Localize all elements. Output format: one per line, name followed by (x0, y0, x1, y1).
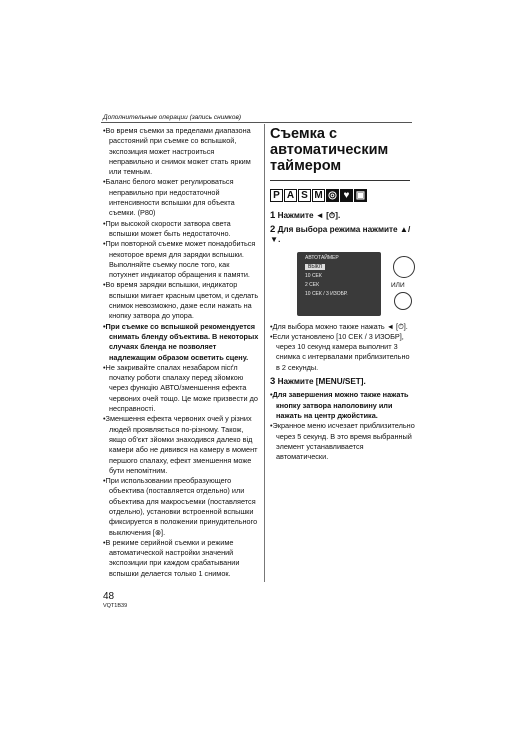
scene-mode-icon: ◎ (326, 189, 339, 202)
mode-m-icon: M (312, 189, 325, 202)
step-3: 3 Нажмите [MENU/SET]. (270, 375, 366, 387)
step2-note: •Если установлено [10 СЕК / 3 ИЗОБР], через 10 секунд камера выполнит 3 снимка с интервалами приблизительно в 2 секунды. (270, 331, 410, 372)
document-code: VQT1B39 (103, 603, 128, 609)
note-item: •Зменшення ефекта червоних очей у різних людей проявляється по-різному. Також, якщо об'єкт зйомки знаходився далеко від камери або не дивився на камеру в момент першого спалаху, ефект зменшення може бути непомітним. (103, 414, 258, 475)
column-divider (264, 124, 265, 582)
mode-a-icon: A (284, 189, 297, 202)
note-item: •При съемке со вспышкой рекомендуется снимать бленду объектива. В некоторых случаях бленда не позволяет надлежащим образом осветить сцену. (103, 321, 259, 362)
note-item: •Баланс белого может регулироваться неправильно при недостаточной интенсивности вспышки для объекта съемки. (P80) (103, 177, 235, 218)
lcd-menu (297, 252, 381, 316)
lcd-menu-item: 2 СЕК (305, 281, 320, 288)
left-column (103, 126, 259, 579)
mode-s-icon: S (298, 189, 311, 202)
motion-mode-icon: ▣ (355, 190, 366, 201)
lcd-menu-title: АВТОТАЙМЕР (305, 254, 339, 261)
lcd-menu-item: ВЫКЛ (305, 264, 325, 271)
lcd-menu-item: 10 СЕК (305, 272, 322, 279)
cursor-pad-icon (393, 256, 415, 278)
note-item: •При высокой скорости затвора света вспышки может быть недостаточно. (103, 218, 231, 238)
lcd-menu-item: 10 СЕК / 3 ИЗОБР. (305, 290, 348, 297)
note-item: •При использовании преобразующего объектива (поставляется отдельно) или объектива для макросъемки (поставляется отдельно), установки встроенной вспышки фиксируется в положении принудительного выключения [⊗]. (103, 476, 258, 537)
step2-note: •Для выбора можно также нажать ◄ [⏱]. (270, 321, 408, 331)
note-item: •При повторной съемке может понадобиться некоторое время для зарядки вспышки. Выполняйте съемку после того, как потухнет индикатор обращения к памяти. (103, 239, 256, 280)
heart-mode-icon: ♥ (340, 189, 353, 202)
or-label: ИЛИ (391, 281, 405, 289)
step3-note: •Экранное меню исчезает приблизительно через 5 секунд. В это время выбранный элемент устанавливается автоматически. (270, 421, 415, 462)
camera-screen-illustration (297, 252, 405, 316)
header-rule (101, 122, 412, 123)
title-rule (270, 180, 410, 181)
section-header: Дополнительные операции (запись снимков) (103, 114, 242, 121)
mode-icons (270, 189, 415, 202)
joystick-icon (394, 292, 412, 310)
note-item: •Не закривайте спалах незабаром пісґл початку роботи спалаху перед зйомкою через функцію АВТО/зменшення ефекта червоних очей тощо. Це може призвести до несправності. (103, 362, 258, 414)
mode-p-icon: P (270, 189, 283, 202)
section-title: Съемка с автоматическим таймером (270, 126, 389, 174)
note-item: •В режиме серийной съемки и режиме автоматической настройки значений экспозиции при каждом срабатывании вспышки делается только 1 снимок. (103, 537, 240, 578)
note-item: •Во время съемки за пределами диапазона расстояний при съемке со вспышкой, экспозиция может настроиться неправильно и снимок может стать ярким или темным. (103, 126, 251, 177)
step3-note: •Для завершения можно также нажать кнопку затвора наполовину или нажать на центр джойстика. (270, 390, 409, 421)
step-1: 1 Нажмите ◄ [⏱]. (270, 210, 341, 221)
step-2: 2 Для выбора режима нажмите ▲/▼. (270, 223, 411, 244)
page-number: 48 (103, 591, 115, 602)
note-item: •Во время зарядки вспышки, индикатор вспышки мигает красным цветом, и сделать снимок невозможно, даже если нажать на кнопку затвора до упора. (103, 280, 259, 321)
right-column (270, 126, 415, 463)
